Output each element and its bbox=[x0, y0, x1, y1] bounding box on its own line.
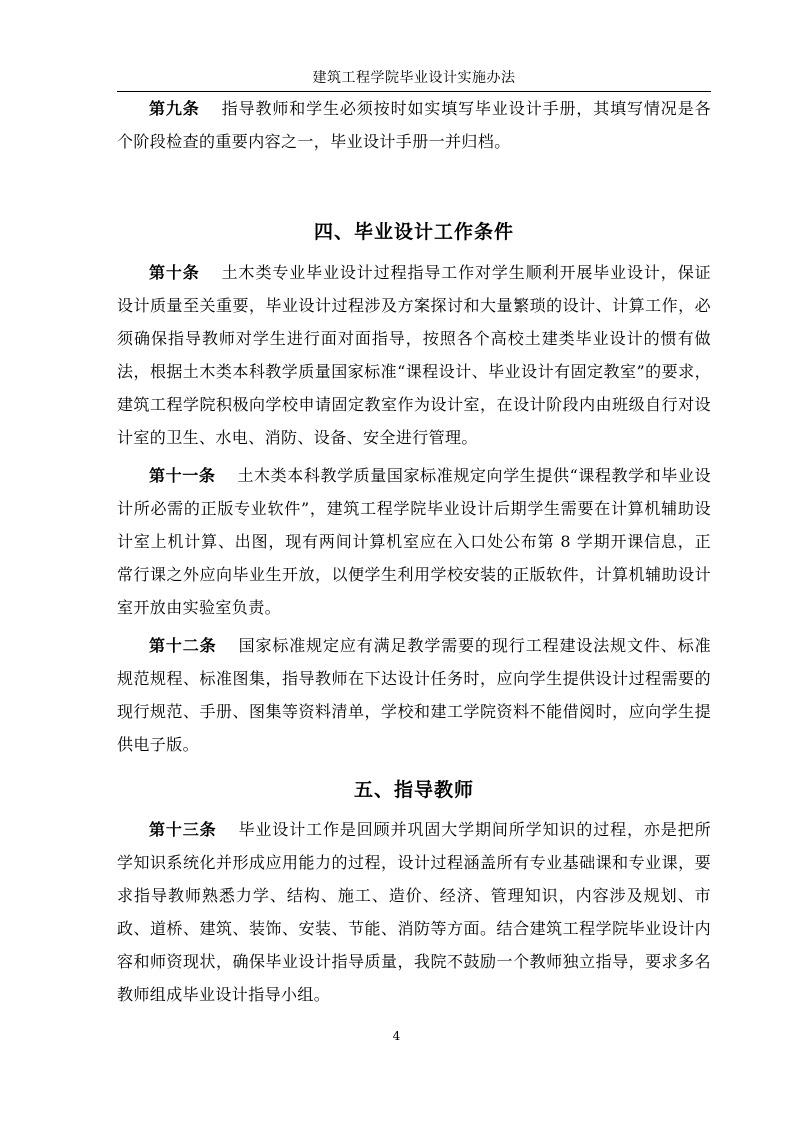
article-label: 第十条 bbox=[149, 263, 200, 282]
article-label: 第十三条 bbox=[149, 820, 217, 839]
article-13 bbox=[117, 813, 711, 1011]
section-heading-4: 四、毕业设计工作条件 bbox=[313, 221, 514, 243]
article-text: 土木类本科教学质量国家标准规定向学生提供“课程教学和毕业设计所必需的正版专业软件”，建筑工程学院毕业设计后期学生需要在计算机辅助设计室上机计算、出图，现有两间计算机室应在入口处公布第 8 学期开课信息，正常行课之外应向毕业生开放，以便学生利用学校安装的正版软件，计算机辅助设计室开放由实验室负责。 bbox=[117, 466, 712, 617]
article-12 bbox=[117, 629, 711, 761]
running-header: 建筑工程学院毕业设计实施办法 bbox=[312, 70, 516, 86]
page-number: 4 bbox=[392, 1029, 401, 1043]
article-label: 第十一条 bbox=[149, 466, 216, 485]
article-text: 指导教师和学生必须按时如实填写毕业设计手册，其填写情况是各个阶段检查的重要内容之一，毕业设计手册一并归档。 bbox=[117, 99, 711, 151]
article-text: 土木类专业毕业设计过程指导工作对学生顺利开展毕业设计，保证设计质量至关重要，毕业设计过程涉及方案探讨和大量繁琐的设计、计算工作，必须确保指导教师对学生进行面对面指导，按照各个高校土建类毕业设计的惯有做法，根据土木类本科教学质量国家标准“课程设计、毕业设计有固定教室”的要求，建筑工程学院积极向学校申请固定教室作为设计室，在设计阶段内由班级自行对设计室的卫生、水电、消防、设备、安全进行管理。 bbox=[117, 263, 711, 447]
article-9 bbox=[117, 92, 711, 158]
article-10 bbox=[117, 256, 711, 454]
article-label: 第十二条 bbox=[149, 636, 217, 655]
article-text: 毕业设计工作是回顾并巩固大学期间所学知识的过程，亦是把所学知识系统化并形成应用能力的过程，设计过程涵盖所有专业基础课和专业课，要求指导教师熟悉力学、结构、施工、造价、经济、管理知识，内容涉及规划、市政、道桥、建筑、装饰、安装、节能、消防等方面。结合建筑工程学院毕业设计内容和师资现状，确保毕业设计指导质量，我院不鼓励一个教师独立指导，要求多名教师组成毕业设计指导小组。 bbox=[117, 820, 711, 1004]
article-11 bbox=[117, 459, 711, 624]
section-heading-5: 五、指导教师 bbox=[353, 779, 474, 801]
article-label: 第九条 bbox=[149, 99, 200, 118]
document-body bbox=[117, 92, 711, 1016]
article-text: 国家标准规定应有满足教学需要的现行工程建设法规文件、标准规范规程、标准图集，指导教师在下达设计任务时，应向学生提供设计过程需要的现行规范、手册、图集等资料清单，学校和建工学院资料不能借阅时，应向学生提供电子版。 bbox=[117, 636, 711, 754]
